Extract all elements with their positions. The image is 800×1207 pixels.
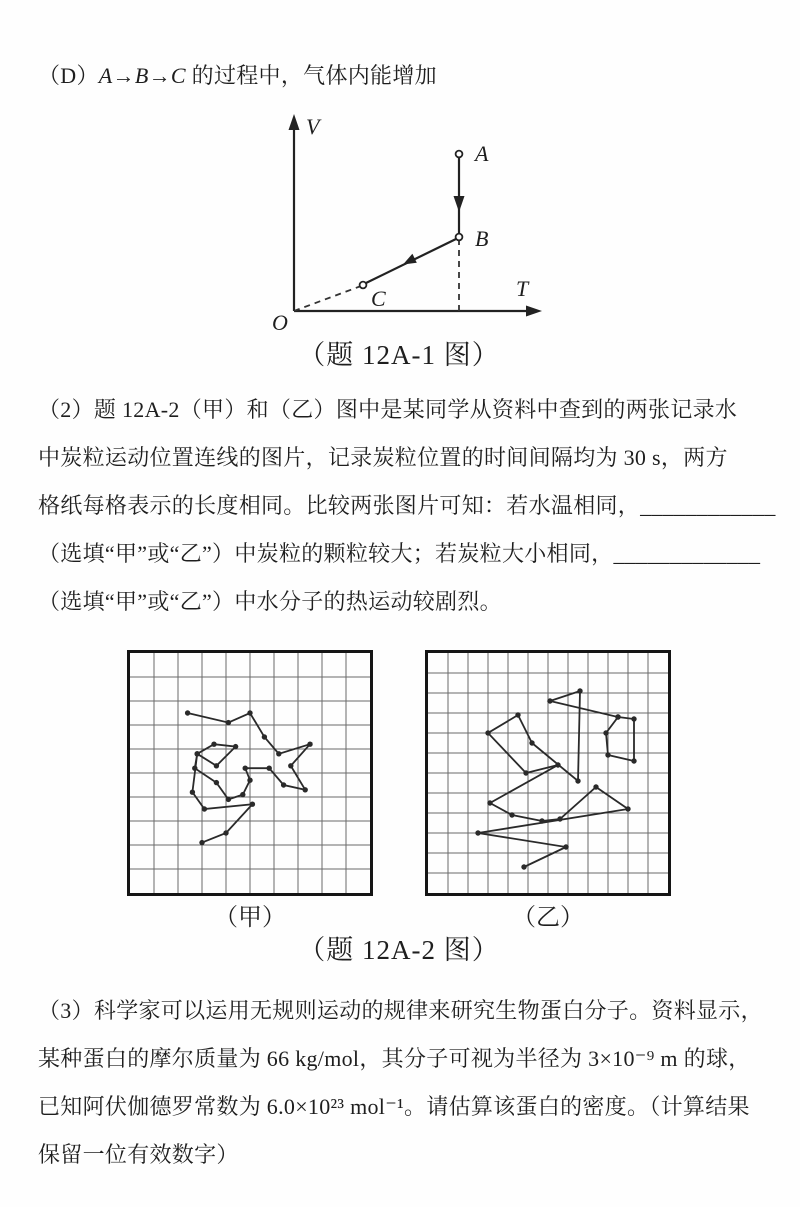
figure-yi — [425, 650, 671, 933]
para2-line: （2）题 12A-2（甲）和（乙）图中是某同学从资料中查到的两张记录水 — [38, 397, 738, 422]
para3-line: 保留一位有效数字） — [38, 1142, 239, 1167]
para2-line-with-blank: （选填“甲”或“乙”）中炭粒的颗粒较大；若炭粒大小相同，_____________ — [38, 541, 761, 566]
option-d-suffix: 的过程中，气体内能增加 — [185, 63, 437, 88]
v-axis-arrow-icon — [289, 114, 300, 130]
para3-line: （3）科学家可以运用无规则运动的规律来研究生物蛋白分子。资料显示， — [38, 998, 763, 1023]
option-d-line — [38, 52, 760, 100]
figure-12a2-row — [38, 650, 760, 933]
arrow-b-to-c-icon — [403, 254, 417, 265]
origin-label: O — [272, 310, 288, 335]
para2-line-with-blank: 格纸每格表示的长度相同。比较两张图片可知：若水温相同，____________ — [38, 493, 776, 518]
figure-jia-label: （甲） — [214, 905, 286, 931]
figure-jia — [127, 650, 373, 933]
para3-line: 已知阿伏伽德罗常数为 6.0×10²³ mol⁻¹。请估算该蛋白的密度。（计算结果 — [38, 1094, 750, 1119]
figure-12a2-caption: （题 12A-2 图） — [298, 935, 500, 965]
t-axis-label: T — [516, 276, 529, 301]
figure-vt-diagram — [234, 106, 564, 338]
t-axis-arrow-icon — [526, 306, 542, 317]
point-a-label: A — [475, 141, 489, 166]
figure-vt-caption: （题 12A-1 图） — [298, 340, 500, 370]
para2-line: （选填“甲”或“乙”）中水分子的热运动较剧烈。 — [38, 589, 502, 614]
vt-diagram-svg — [234, 106, 564, 338]
point-b-marker — [456, 234, 463, 241]
dashed-line-o-to-c — [294, 286, 361, 311]
arrow-a-to-b-icon — [454, 196, 465, 212]
point-a-marker — [456, 151, 463, 158]
figure-yi-grid — [425, 650, 671, 896]
paragraph-3 — [38, 987, 763, 1179]
option-d-formula: A→B→C — [98, 63, 186, 88]
para3-line: 某种蛋白的摩尔质量为 66 kg/mol，其分子可视为半径为 3×10⁻⁹ m 的球， — [38, 1046, 751, 1071]
option-d-prefix: （D） — [38, 63, 99, 88]
point-c-label: C — [371, 286, 386, 311]
point-b-label: B — [475, 226, 489, 251]
v-axis-label: V — [306, 114, 320, 139]
paragraph-2 — [38, 386, 776, 626]
point-c-marker — [360, 282, 367, 289]
figure-jia-grid — [127, 650, 373, 896]
para2-line: 中炭粒运动位置连线的图片，记录炭粒位置的时间间隔均为 30 s，两方 — [38, 445, 728, 470]
figure-yi-label: （乙） — [512, 905, 584, 931]
